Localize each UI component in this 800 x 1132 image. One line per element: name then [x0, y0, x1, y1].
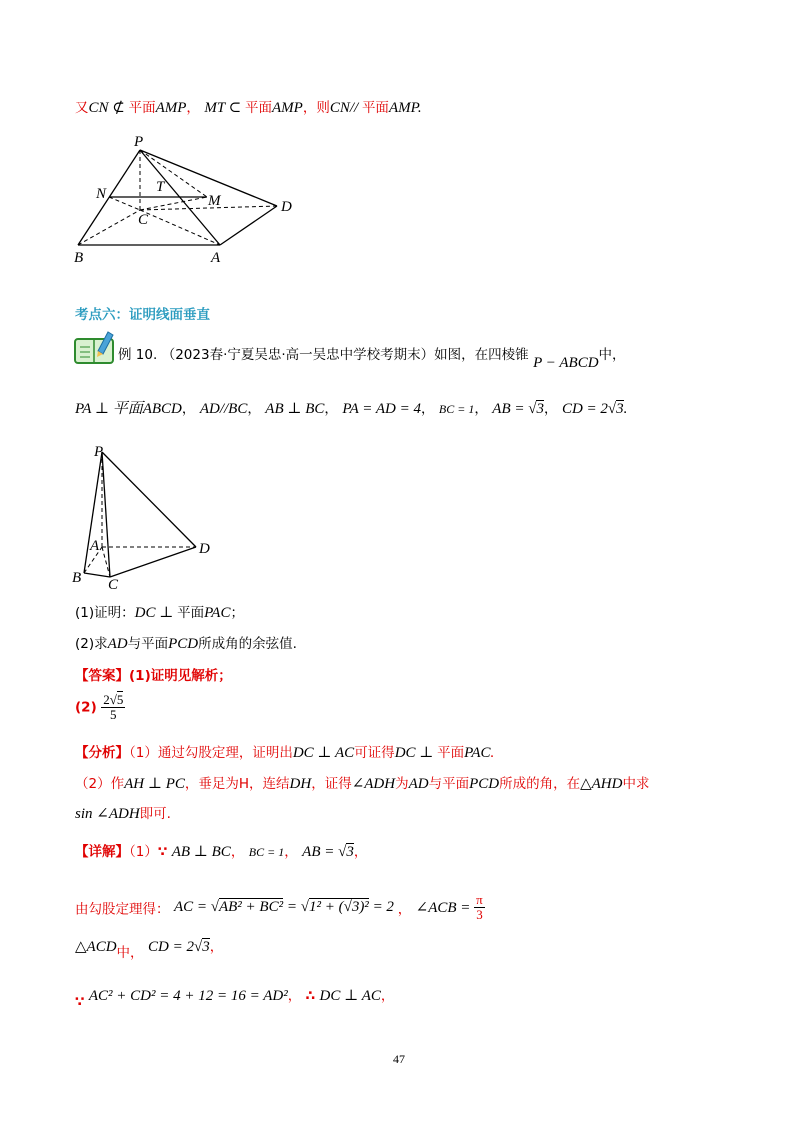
q2-mid: 与平面	[127, 636, 169, 652]
comma: ，	[543, 401, 558, 417]
analysis-math: PAC	[464, 745, 491, 761]
detail-text: 中，	[116, 945, 144, 961]
q2-prefix: (2)求	[75, 636, 108, 652]
comma: ，	[247, 401, 261, 417]
analysis-text: 即可.	[139, 806, 171, 822]
fig1-label-p: P	[134, 134, 144, 150]
analysis-text: 为	[395, 776, 409, 792]
q2-pcd: PCD	[168, 636, 199, 652]
eq-2: = 2	[368, 899, 394, 915]
answer-part2-label: (2)	[75, 699, 97, 716]
q2-ad: AD	[107, 636, 128, 652]
fig1-label-m: M	[208, 193, 221, 209]
because-symbol: ∵	[157, 844, 168, 860]
example-line	[118, 343, 626, 371]
detail-line-1	[75, 840, 367, 861]
fig2-label-b: B	[72, 570, 82, 586]
detail-line-2	[75, 893, 485, 922]
analysis-text: 可证得	[354, 745, 395, 761]
fraction-numerator: π	[476, 892, 483, 907]
book-pen-icon	[74, 329, 116, 365]
fig2-label-c: C	[108, 577, 119, 590]
detail-math: AB = √3	[302, 844, 354, 860]
question-1	[75, 601, 244, 622]
comma: ，	[420, 401, 435, 417]
detail-line-3	[75, 935, 224, 961]
comma: ，	[397, 901, 412, 918]
analysis-text: ，垂足为H，连结	[184, 776, 290, 792]
analysis-math: △AHD	[580, 776, 623, 792]
cond-pa-perp: PA ⊥ 平面ABCD	[75, 401, 182, 417]
top-prefix: 又	[75, 100, 89, 116]
detail-line-4	[75, 984, 395, 1010]
detail-math: BC = 1	[248, 845, 285, 859]
fraction-denominator: 3	[476, 907, 483, 922]
amp-label: AMP	[272, 100, 303, 116]
plane-word: 平面	[245, 100, 272, 116]
fraction-numerator: 2√5	[103, 692, 124, 707]
triangle-acd: △ACD	[75, 939, 117, 955]
answer-line	[75, 664, 232, 684]
analysis-text: 与平面	[428, 776, 470, 792]
comma: ，	[181, 401, 196, 417]
because-symbol: ∵	[75, 994, 85, 1010]
angle-acb: ∠ACB =	[415, 900, 475, 916]
cond-ab-left: AB =	[492, 401, 529, 417]
amp-label: AMP	[155, 100, 187, 116]
fig1-label-d: D	[281, 199, 292, 215]
fraction-denominator: 5	[110, 707, 117, 722]
answer-fraction	[101, 693, 125, 722]
ac-eq: AC =	[173, 899, 211, 915]
plane-word: 平面	[361, 100, 389, 116]
analysis-math: DC ⊥	[394, 745, 438, 761]
radicand: 5	[116, 692, 124, 707]
pyramid-figure-1	[60, 130, 310, 270]
fig2-label-a: A	[90, 538, 100, 554]
coef: 2	[103, 692, 110, 707]
mt-subset: MT ⊂	[204, 100, 245, 116]
pyramid-name: P − ABCD	[533, 355, 599, 371]
detail-math: AB ⊥ BC	[171, 844, 231, 860]
comma: ，	[380, 988, 395, 1004]
conditions-line	[75, 397, 627, 418]
analysis-math: sin ∠ADH	[75, 806, 140, 822]
q1-math: DC ⊥	[134, 605, 178, 621]
analysis-line-1	[75, 741, 494, 762]
example-label: 例 10.	[118, 347, 158, 363]
analysis-math: DH	[289, 776, 312, 792]
sqrt-sign: √	[607, 401, 617, 417]
fig1-label-b: B	[74, 250, 84, 266]
fig1-label-c: C	[138, 212, 149, 228]
analysis-bracket: 【分析】	[75, 745, 129, 761]
comma: ，	[287, 988, 302, 1004]
detail-bracket: 【详解】	[75, 844, 129, 860]
answer-bracket: 【答案】	[75, 668, 129, 684]
detail-math: AC = √AB² + BC² = √1² + (√3)² = 2	[173, 899, 394, 915]
dc-perp-ac: DC ⊥ AC	[319, 988, 381, 1004]
cond-ab-perp: AB ⊥ BC	[265, 401, 325, 417]
cond-cd-left: CD = 2	[561, 401, 608, 417]
analysis-text: （2）作	[75, 776, 125, 792]
fig2-label-d: D	[199, 541, 210, 557]
analysis-math: PCD	[469, 776, 500, 792]
therefore-symbol: ∴	[305, 988, 316, 1004]
detail-text: 由勾股定理得：	[75, 901, 170, 918]
amp-label: AMP	[388, 100, 418, 116]
cond-pa-eq: PA = AD = 4	[342, 401, 421, 417]
zhong-text: 中，	[598, 347, 626, 363]
pi-over-3	[474, 893, 485, 922]
question-2	[75, 632, 297, 653]
plane-word: 平面	[128, 100, 156, 116]
cd-left: CD = 2	[148, 939, 194, 955]
comma: ，	[324, 401, 338, 417]
comma: ，	[209, 939, 224, 955]
comma: ，	[353, 844, 368, 860]
analysis-math: AD	[408, 776, 429, 792]
period: .	[623, 401, 628, 417]
plane-word: 平面	[437, 745, 465, 761]
detail-text: （1）	[129, 844, 158, 860]
sqrt-sign: √	[528, 401, 537, 417]
page-number: 47	[393, 1052, 405, 1066]
period: .	[417, 100, 422, 116]
rad-b: )²	[359, 899, 369, 915]
separator: ，则	[302, 100, 330, 116]
comma: ，	[474, 401, 488, 417]
fig2-label-p: P	[94, 444, 104, 460]
cn-parallel: CN//	[329, 100, 362, 116]
cond-bc: BC = 1	[438, 402, 475, 416]
sqrt-radicand: 3	[536, 401, 544, 417]
separator: ，	[186, 100, 200, 116]
eq: =	[283, 899, 301, 915]
answer-part-2	[75, 693, 125, 722]
rad-a: 1² + (	[308, 899, 344, 915]
q1-end: ；	[230, 605, 244, 621]
section-heading: 考点六：证明线面垂直	[75, 307, 210, 323]
comma: ，	[230, 844, 245, 860]
period: .	[490, 745, 495, 761]
detail-math-left: AB =	[302, 844, 339, 860]
top-line	[75, 96, 422, 117]
q2-end: 所成角的余弦值.	[198, 636, 297, 652]
analysis-text: ，证得	[311, 776, 352, 792]
rad-inner: 3	[351, 899, 360, 915]
radicand: 3	[202, 939, 210, 955]
cond-ab	[492, 400, 544, 417]
analysis-line-3	[75, 802, 171, 823]
cd-value: CD = 2√3	[148, 939, 210, 955]
fig1-label-a: A	[211, 250, 221, 266]
analysis-line-2	[75, 772, 649, 793]
pythagoras-sum: AC² + CD² = 4 + 12 = 16 = AD²	[88, 988, 288, 1004]
analysis-text: （1）通过勾股定理，证明出	[129, 745, 293, 761]
comma: ，	[284, 844, 298, 860]
cond-ad-parallel: AD//BC	[199, 401, 248, 417]
plane-word: 平面	[177, 605, 205, 621]
radicand: 1² + (√3)²	[308, 899, 369, 915]
cn-not-subset: CN ⊄	[88, 100, 129, 116]
answer-text: (1)证明见解析；	[129, 668, 232, 684]
sqrt-radicand: 3	[616, 401, 624, 417]
example-source: （2023春·宁夏吴忠·高一吴忠中学校考期末）如图，在四棱锥	[161, 347, 529, 363]
fig1-label-n: N	[96, 186, 107, 202]
pyramid-figure-2	[68, 440, 228, 590]
analysis-text: 所成的角，在	[499, 776, 581, 792]
analysis-math: AH ⊥ PC	[124, 776, 185, 792]
radicand: AB² + BC²	[218, 899, 284, 915]
q1-pac: PAC	[204, 605, 231, 621]
radicand: 3	[346, 844, 354, 860]
analysis-math: DC ⊥ AC	[292, 745, 355, 761]
q1-prefix: (1)证明：	[75, 605, 135, 621]
analysis-text: 中求	[622, 776, 650, 792]
fig1-label-t: T	[156, 179, 165, 195]
cond-cd	[562, 400, 624, 417]
analysis-math: ∠ADH	[351, 776, 396, 792]
